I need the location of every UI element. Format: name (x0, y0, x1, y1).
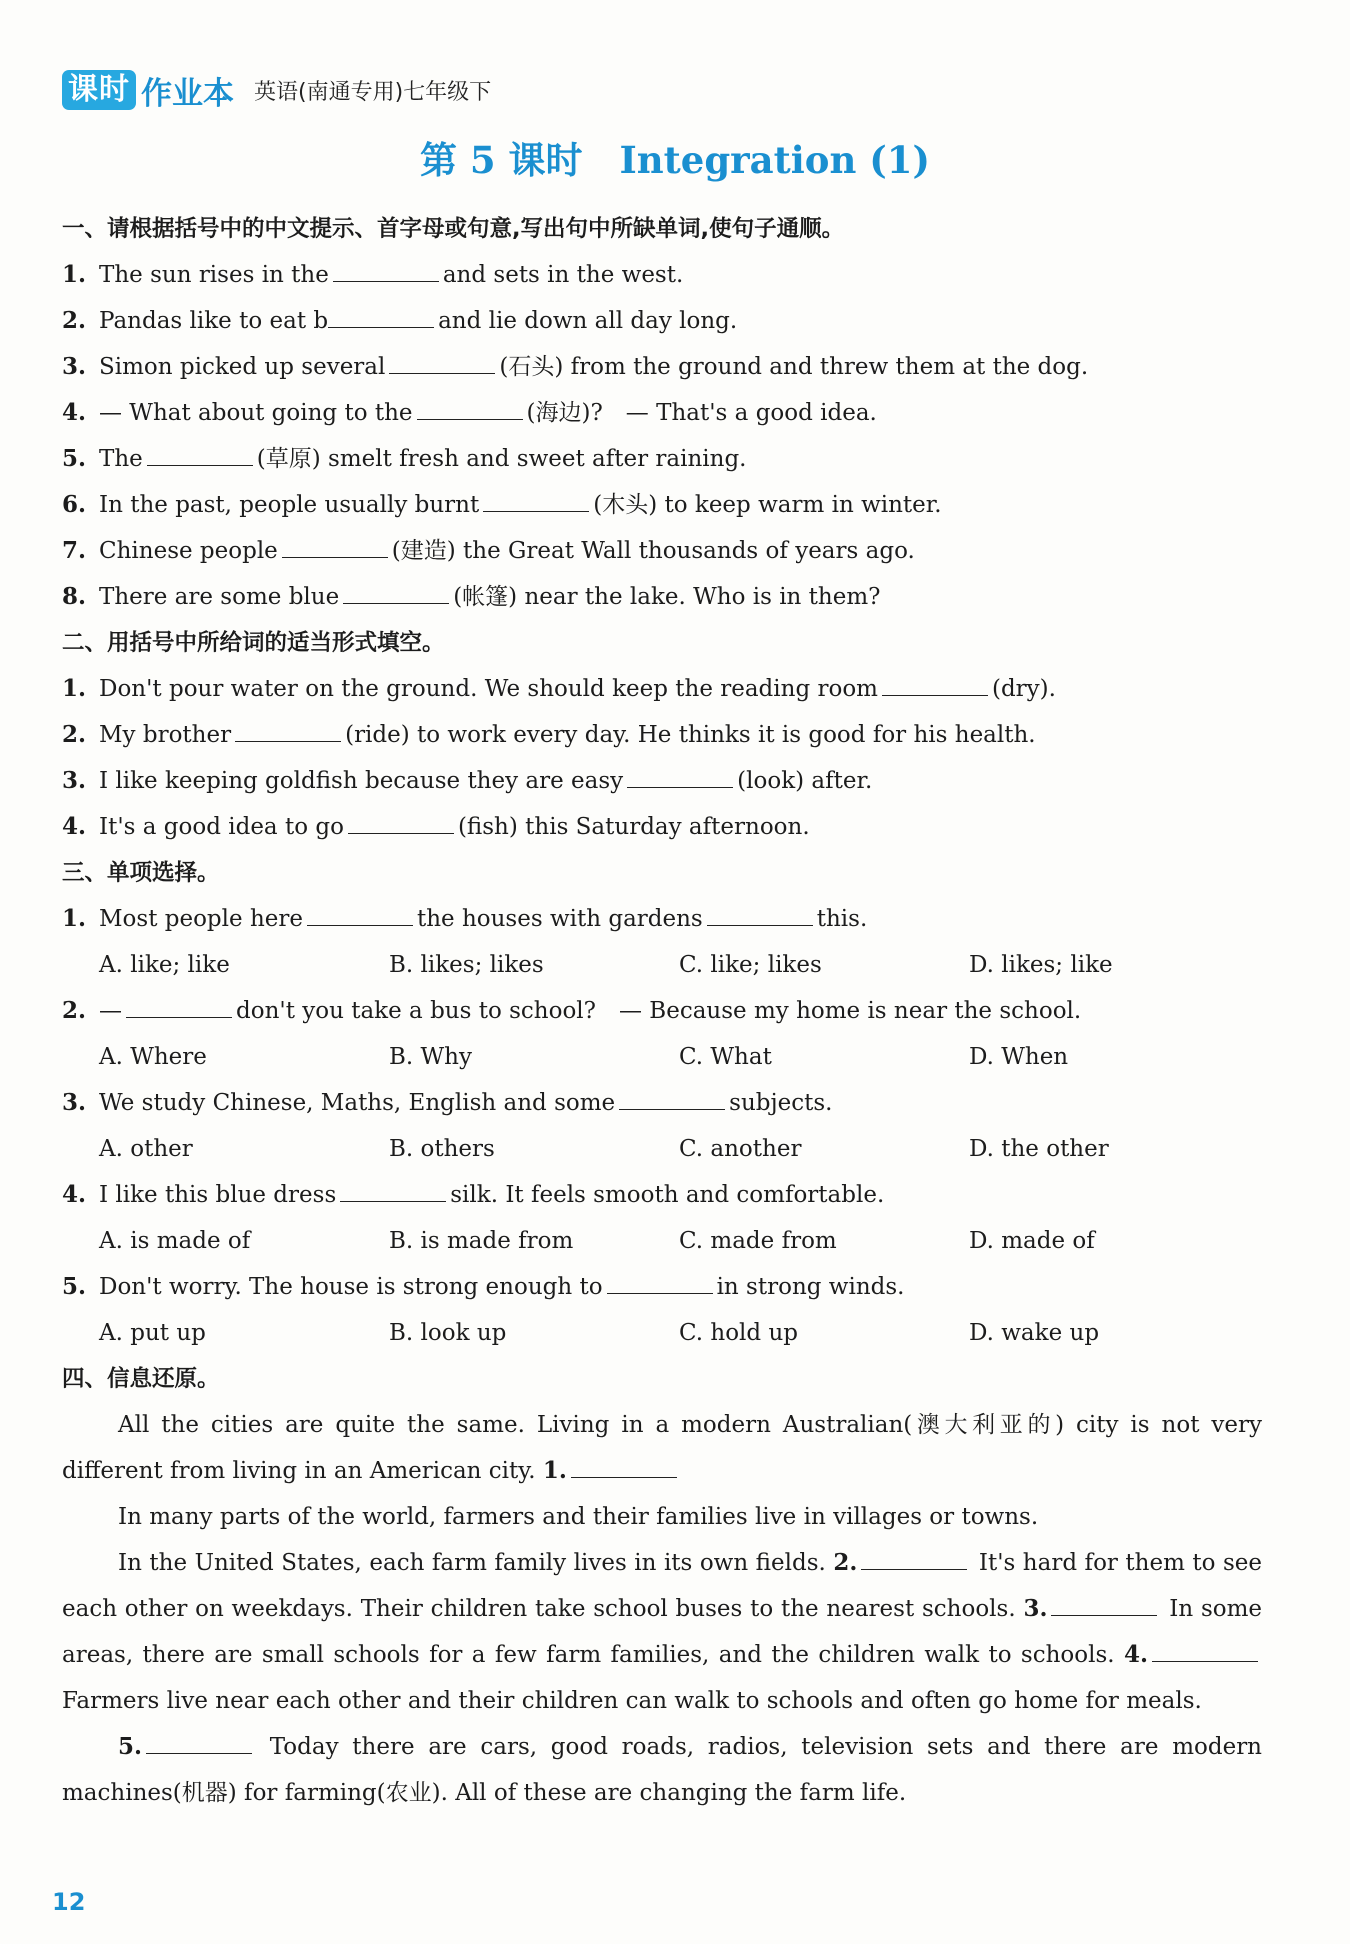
question-text: (dry). (991, 676, 1056, 702)
answer-blank[interactable] (627, 761, 733, 788)
option-a[interactable]: A. put up (99, 1320, 206, 1346)
answer-blank[interactable] (483, 485, 589, 512)
question-row (62, 988, 1262, 1034)
answer-blank[interactable] (607, 1267, 713, 1294)
option-d[interactable]: D. likes; like (969, 952, 1113, 978)
question-row (62, 344, 1262, 390)
option-d[interactable]: D. the other (969, 1136, 1109, 1162)
answer-blank[interactable] (619, 1083, 725, 1110)
answer-blank[interactable] (146, 1727, 252, 1754)
question-text: (look) after. (737, 768, 873, 794)
question-text: My brother (99, 722, 232, 748)
question-text: — (99, 998, 122, 1024)
question-text: The (99, 446, 143, 472)
passage-paragraph (62, 1402, 1262, 1494)
option-b[interactable]: B. Why (389, 1044, 472, 1070)
option-c[interactable]: C. hold up (679, 1320, 798, 1346)
question-text: (石头) from the ground and threw them at the dog. (499, 354, 1089, 380)
option-c[interactable]: C. made from (679, 1228, 837, 1254)
answer-blank[interactable] (333, 255, 439, 282)
question-row (62, 298, 1262, 344)
question-text: this. (816, 906, 868, 932)
question-number: 5. (62, 445, 87, 472)
question-text: Don't worry. The house is strong enough to (99, 1274, 603, 1300)
question-number: 3. (62, 353, 87, 380)
answer-blank[interactable] (1051, 1589, 1157, 1616)
answer-blank[interactable] (328, 301, 434, 328)
answer-blank[interactable] (1152, 1635, 1258, 1662)
answer-blank[interactable] (707, 899, 813, 926)
question-number: 6. (62, 491, 87, 518)
passage-paragraph (62, 1494, 1262, 1540)
question-text: (fish) this Saturday afternoon. (457, 814, 810, 840)
option-b[interactable]: B. look up (389, 1320, 507, 1346)
question-text: Simon picked up several (99, 354, 386, 380)
passage-paragraph (62, 1724, 1262, 1816)
question-number: 2. (62, 307, 87, 334)
subject-label: 英语(南通专用)七年级下 (254, 79, 492, 105)
question-number: 7. (62, 537, 87, 564)
question-row (62, 896, 1262, 942)
question-text: (海边)? — That's a good idea. (526, 400, 877, 426)
answer-blank[interactable] (389, 347, 495, 374)
option-c[interactable]: C. like; likes (679, 952, 822, 978)
answer-blank[interactable] (882, 669, 988, 696)
question-number: 8. (62, 583, 87, 610)
option-a[interactable]: A. like; like (99, 952, 230, 978)
question-text: It's a good idea to go (99, 814, 344, 840)
passage-text: It's hard for them to see each other on weekdays. Their children take school buses to the nearest schools. (62, 1550, 1262, 1622)
question-row (62, 1080, 1262, 1126)
question-text: Most people here (99, 906, 303, 932)
question-number: 4. (62, 813, 87, 840)
answer-blank[interactable] (571, 1451, 677, 1478)
question-text: I like keeping goldfish because they are easy (99, 768, 624, 794)
question-text: (草原) smelt fresh and sweet after raining. (256, 446, 747, 472)
question-number: 2. (62, 721, 87, 748)
gap-number: 4. (1123, 1641, 1148, 1668)
question-number: 2. (62, 997, 87, 1024)
options-row (62, 1034, 1262, 1080)
passage-text: In some areas, there are small schools for a few farm families, and the children walk to schools. (62, 1596, 1263, 1668)
question-row (62, 712, 1262, 758)
question-number: 1. (62, 675, 87, 702)
passage-text: In many parts of the world, farmers and their families live in villages or towns. (118, 1504, 1039, 1530)
question-row (62, 758, 1262, 804)
question-text: the houses with gardens (416, 906, 703, 932)
lesson-title: 第 5 课时 Integration (1) (419, 138, 931, 182)
passage-text: All the cities are quite the same. Living in a modern Australian(澳大利亚的) city is not very different from living in an American city. (62, 1412, 1262, 1484)
option-c[interactable]: C. another (679, 1136, 802, 1162)
question-text: (建造) the Great Wall thousands of years ago. (391, 538, 915, 564)
options-row (62, 942, 1262, 988)
option-b[interactable]: B. is made from (389, 1228, 574, 1254)
question-row (62, 482, 1262, 528)
question-text: silk. It feels smooth and comfortable. (450, 1182, 885, 1208)
question-row (62, 252, 1262, 298)
question-row (62, 574, 1262, 620)
answer-blank[interactable] (282, 531, 388, 558)
question-number: 4. (62, 399, 87, 426)
gap-number: 3. (1023, 1595, 1048, 1622)
answer-blank[interactable] (340, 1175, 446, 1202)
option-a[interactable]: A. Where (99, 1044, 207, 1070)
answer-blank[interactable] (147, 439, 253, 466)
question-row (62, 1172, 1262, 1218)
question-text: I like this blue dress (99, 1182, 337, 1208)
section-heading-1: 一、请根据括号中的中文提示、首字母或句意,写出句中所缺单词,使句子通顺。 (62, 216, 845, 242)
option-c[interactable]: C. What (679, 1044, 772, 1070)
brand-badge: 课时 (62, 70, 136, 110)
options-row (62, 1218, 1262, 1264)
answer-blank[interactable] (343, 577, 449, 604)
question-text: in strong winds. (716, 1274, 905, 1300)
gap-number: 1. (542, 1457, 567, 1484)
question-text: Chinese people (99, 538, 278, 564)
question-row (62, 804, 1262, 850)
option-b[interactable]: B. likes; likes (389, 952, 544, 978)
answer-blank[interactable] (126, 991, 232, 1018)
question-number: 1. (62, 261, 87, 288)
gap-number: 2. (833, 1549, 858, 1576)
brand-logo (62, 68, 234, 113)
question-number: 4. (62, 1181, 87, 1208)
brand-name: 作业本 (141, 75, 234, 112)
option-d[interactable]: D. made of (969, 1228, 1095, 1254)
answer-blank[interactable] (417, 393, 523, 420)
gap-number: 5. (118, 1733, 143, 1760)
option-d[interactable]: D. wake up (969, 1320, 1100, 1346)
answer-blank[interactable] (348, 807, 454, 834)
passage-paragraph (62, 1540, 1262, 1724)
question-text: don't you take a bus to school? — Because my home is near the school. (236, 998, 1082, 1024)
question-text: We study Chinese, Maths, English and some (99, 1090, 616, 1116)
option-b[interactable]: B. others (389, 1136, 495, 1162)
passage-text: In the United States, each farm family lives in its own fields. (118, 1550, 826, 1576)
question-text: (帐篷) near the lake. Who is in them? (453, 584, 881, 610)
answer-blank[interactable] (861, 1543, 967, 1570)
option-d[interactable]: D. When (969, 1044, 1069, 1070)
page-number: 12 (52, 1888, 86, 1916)
question-row (62, 528, 1262, 574)
question-text: and sets in the west. (442, 262, 684, 288)
answer-blank[interactable] (235, 715, 341, 742)
question-text: — What about going to the (99, 400, 413, 426)
answer-blank[interactable] (307, 899, 413, 926)
section-heading-3: 三、单项选择。 (62, 860, 220, 886)
passage-text: Today there are cars, good roads, radios, television sets and there are modern machines(机器) for farming(农业). All of these are changing the farm life. (62, 1734, 1262, 1806)
exercise-content (62, 206, 1262, 1816)
question-text: Pandas like to eat b (99, 308, 329, 334)
options-row (62, 1310, 1262, 1356)
option-a[interactable]: A. is made of (99, 1228, 251, 1254)
question-text: (ride) to work every day. He thinks it is good for his health. (345, 722, 1036, 748)
question-text: There are some blue (99, 584, 340, 610)
section-heading-4: 四、信息还原。 (62, 1366, 220, 1392)
passage-text: Farmers live near each other and their children can walk to schools and often go home for meals. (62, 1688, 1202, 1714)
question-row (62, 436, 1262, 482)
question-number: 1. (62, 905, 87, 932)
question-text: The sun rises in the (99, 262, 329, 288)
options-row (62, 1126, 1262, 1172)
question-number: 3. (62, 767, 87, 794)
question-text: (木头) to keep warm in winter. (593, 492, 942, 518)
page-header (62, 68, 491, 112)
question-number: 3. (62, 1089, 87, 1116)
option-a[interactable]: A. other (99, 1136, 193, 1162)
question-row (62, 390, 1262, 436)
question-number: 5. (62, 1273, 87, 1300)
question-row (62, 666, 1262, 712)
question-text: Don't pour water on the ground. We should keep the reading room (99, 676, 878, 702)
question-text: subjects. (729, 1090, 833, 1116)
section-heading-2: 二、用括号中所给词的适当形式填空。 (62, 630, 445, 656)
question-row (62, 1264, 1262, 1310)
question-text: In the past, people usually burnt (99, 492, 480, 518)
question-text: and lie down all day long. (438, 308, 738, 334)
